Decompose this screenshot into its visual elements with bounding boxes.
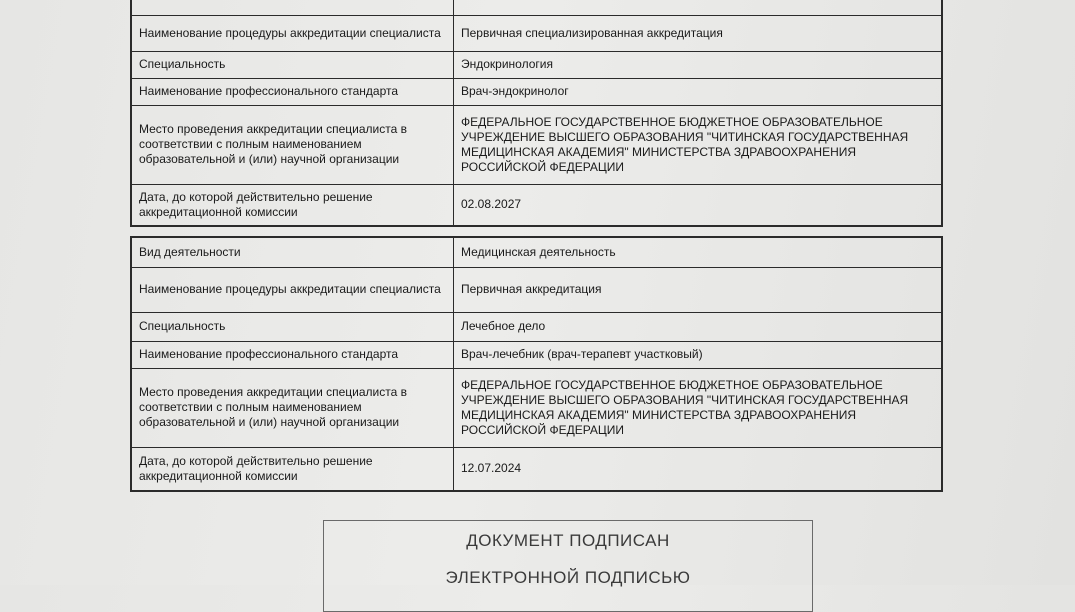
table-row xyxy=(131,267,942,312)
table-row xyxy=(131,312,942,341)
venue-label: Место проведения аккредитации специалиста в соответствии с полным наименованием образовательной и (или) научной организации xyxy=(131,105,454,184)
procedure-name-value: Первичная специализированная аккредитация xyxy=(454,15,943,51)
activity-type-label: Вид деятельности xyxy=(131,237,454,267)
specialty-value: Эндокринология xyxy=(454,51,943,78)
venue-label: Место проведения аккредитации специалиста в соответствии с полным наименованием образовательной и (или) научной организации xyxy=(131,368,454,447)
table-row xyxy=(131,447,942,491)
stamp-line-1: ДОКУМЕНТ ПОДПИСАН xyxy=(466,531,670,550)
table-row xyxy=(131,0,942,15)
specialty-label: Специальность xyxy=(131,312,454,341)
accreditation-table-general-medicine xyxy=(130,236,943,492)
professional-standard-value: Врач-лечебник (врач-терапевт участковый) xyxy=(454,341,943,368)
electronic-signature-stamp xyxy=(323,520,813,612)
valid-until-value: 02.08.2027 xyxy=(454,184,943,226)
venue-value: ФЕДЕРАЛЬНОЕ ГОСУДАРСТВЕННОЕ БЮДЖЕТНОЕ ОБРАЗОВАТЕЛЬНОЕ УЧРЕЖДЕНИЕ ВЫСШЕГО ОБРАЗОВАНИЯ "ЧИТИНСКАЯ ГОСУДАРСТВЕННАЯ МЕДИЦИНСКАЯ АКАДЕМИЯ" МИНИСТЕРСТВА ЗДРАВООХРАНЕНИЯ РОССИЙСКОЙ ФЕДЕРАЦИИ xyxy=(454,368,943,447)
venue-value: ФЕДЕРАЛЬНОЕ ГОСУДАРСТВЕННОЕ БЮДЖЕТНОЕ ОБРАЗОВАТЕЛЬНОЕ УЧРЕЖДЕНИЕ ВЫСШЕГО ОБРАЗОВАНИЯ "ЧИТИНСКАЯ ГОСУДАРСТВЕННАЯ МЕДИЦИНСКАЯ АКАДЕМИЯ" МИНИСТЕРСТВА ЗДРАВООХРАНЕНИЯ РОССИЙСКОЙ ФЕДЕРАЦИИ xyxy=(454,105,943,184)
table-row xyxy=(131,368,942,447)
accreditation-table-endocrinology xyxy=(130,0,943,227)
valid-until-value: 12.07.2024 xyxy=(454,447,943,491)
table-row xyxy=(131,78,942,105)
row-value xyxy=(454,0,943,15)
table-row xyxy=(131,184,942,226)
professional-standard-value: Врач-эндокринолог xyxy=(454,78,943,105)
professional-standard-label: Наименование профессионального стандарта xyxy=(131,78,454,105)
valid-until-label: Дата, до которой действительно решение аккредитационной комиссии xyxy=(131,184,454,226)
table-row xyxy=(131,237,942,267)
row-label xyxy=(131,0,454,15)
professional-standard-label: Наименование профессионального стандарта xyxy=(131,341,454,368)
table-row xyxy=(131,105,942,184)
table-row xyxy=(131,51,942,78)
specialty-value: Лечебное дело xyxy=(454,312,943,341)
table-row xyxy=(131,341,942,368)
valid-until-label: Дата, до которой действительно решение аккредитационной комиссии xyxy=(131,447,454,491)
specialty-label: Специальность xyxy=(131,51,454,78)
stamp-line-2: ЭЛЕКТРОННОЙ ПОДПИСЬЮ xyxy=(445,568,691,587)
procedure-name-label: Наименование процедуры аккредитации специалиста xyxy=(131,267,454,312)
activity-type-value: Медицинская деятельность xyxy=(454,237,943,267)
table-row xyxy=(131,15,942,51)
procedure-name-value: Первичная аккредитация xyxy=(454,267,943,312)
procedure-name-label: Наименование процедуры аккредитации специалиста xyxy=(131,15,454,51)
